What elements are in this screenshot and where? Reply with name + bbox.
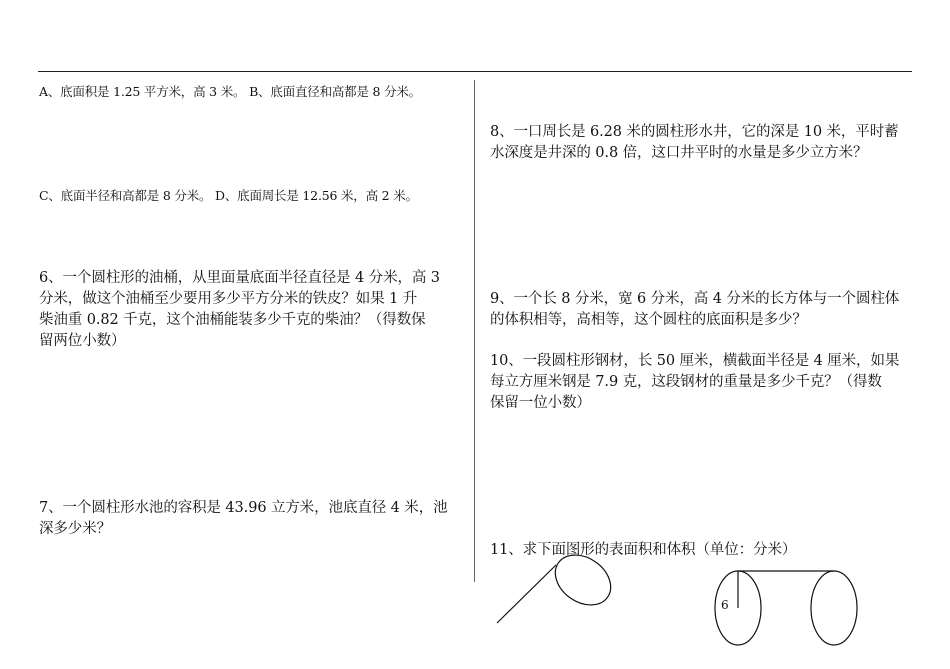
q8-line-1: 8、一口周长是 6.28 米的圆柱形水井，它的深是 10 米，平时蓄: [490, 124, 899, 140]
slant-line: [497, 565, 556, 623]
tilted-ellipse: [546, 545, 620, 615]
q9-line-2: 的体积相等，高相等，这个圆柱的底面积是多少？: [490, 312, 807, 328]
q11-line-1: 11、求下面图形的表面积和体积（单位：分米）: [490, 542, 797, 558]
q7-line-1: 7、一个圆柱形水池的容积是 43.96 立方米，池底直径 4 米，池: [39, 500, 448, 516]
q9-line-1: 9、一个长 8 分米，宽 6 分米，高 4 分米的长方体与一个圆柱体: [490, 291, 900, 307]
q7-line-2: 深多少米？: [39, 521, 111, 537]
options-cd: C、底面半径和高都是 8 分米。 D、底面周长是 12.56 米，高 2 米。: [39, 188, 418, 203]
options-ab: A、底面积是 1.25 平方米，高 3 米。 B、底面直径和高都是 8 分米。: [39, 84, 421, 99]
q10-line-1: 10、一段圆柱形钢材，长 50 厘米，横截面半径是 4 厘米，如果: [490, 353, 900, 369]
q10-line-2: 每立方厘米钢是 7.9 克，这段钢材的重量是多少千克？（得数: [490, 374, 882, 390]
right-figure: [715, 571, 857, 645]
q6-line-1: 6、一个圆柱形的油桶，从里面量底面半径直径是 4 分米，高 3: [39, 270, 440, 286]
left-figure: [497, 545, 620, 623]
q6-line-2: 分米，做这个油桶至少要用多少平方分米的铁皮？如果 1 升: [39, 291, 418, 307]
q10-line-3: 保留一位小数）: [490, 395, 591, 411]
cylinder-right-face: [811, 571, 857, 645]
q8-line-2: 水深度是井深的 0.8 倍，这口井平时的水量是多少立方米？: [490, 145, 868, 161]
q6-line-4: 留两位小数）: [39, 333, 126, 349]
figure-label-6: 6: [721, 598, 729, 612]
q6-line-3: 柴油重 0.82 千克，这个油桶能装多少千克的柴油？（得数保: [39, 312, 426, 328]
